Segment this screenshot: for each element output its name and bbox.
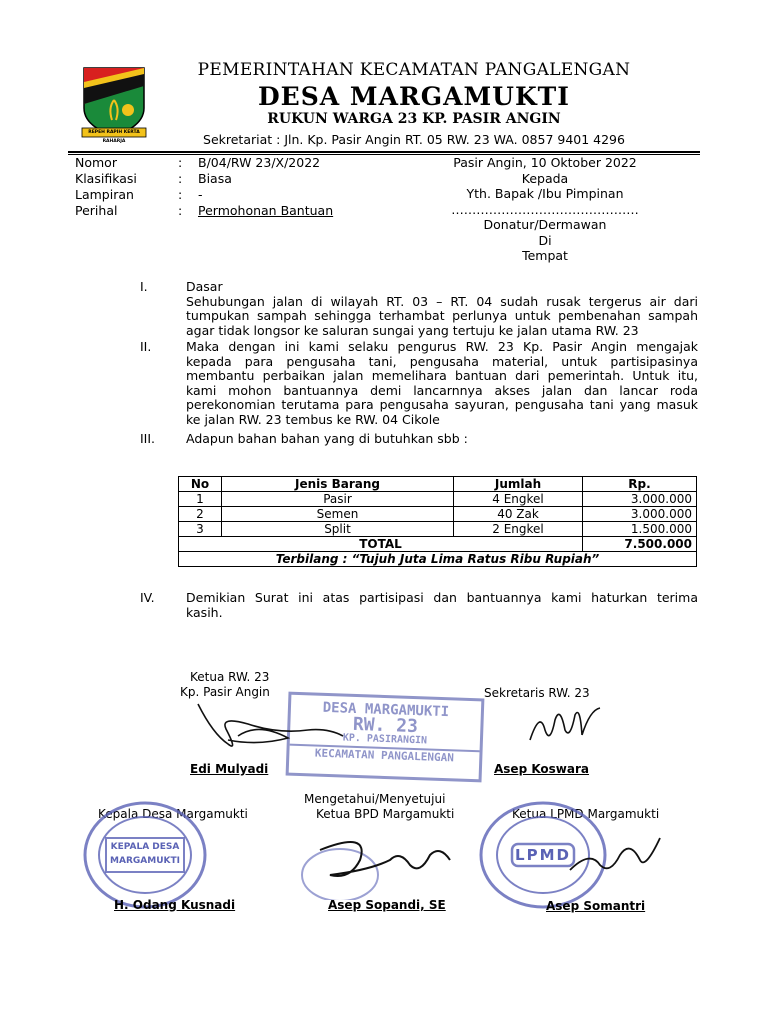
section-1-title: Dasar (186, 279, 223, 294)
section-1 (186, 280, 698, 338)
ketua-title-1: Ketua RW. 23 (190, 670, 270, 684)
nomor-label: Nomor (75, 155, 117, 170)
bpd-name: Asep Sopandi, SE (328, 898, 446, 912)
table-cell: 2 (179, 507, 222, 522)
ketua-signature (168, 694, 358, 766)
materials-table (178, 476, 697, 567)
table-header: No (179, 477, 222, 492)
kades-title: Kepala Desa Margamukti (98, 807, 248, 821)
table-terbilang-row (179, 552, 697, 567)
section-num-1: I. (140, 279, 148, 294)
table-row (179, 507, 697, 522)
section-2-line: kami mohon bantuannya demi lancarnnya akses jalan dan lancar roda (186, 382, 698, 398)
section-2-line: Maka dengan ini kami selaku pengurus RW. 23 Kp. Pasir Angin mengajak (186, 339, 698, 354)
table-cell: 3.000.000 (583, 492, 697, 507)
section-3-text: Adapun bahan bahan yang di butuhkan sbb : (186, 431, 468, 446)
sekretaris-title: Sekretaris RW. 23 (484, 686, 590, 700)
colon: : (178, 155, 183, 170)
terbilang: Terbilang : “Tujuh Juta Lima Ratus Ribu Rupiah” (179, 552, 697, 567)
lpmd-stamp-text: LPMD (515, 846, 571, 864)
header-village: DESA MARGAMUKTI (258, 82, 570, 111)
recipient-tempat: Tempat (522, 248, 568, 263)
bpd-title: Ketua BPD Margamukti (316, 807, 455, 821)
total-label: TOTAL (179, 537, 583, 552)
recipient-dots: ……………………………………… (451, 201, 639, 217)
rw-stamp-line: KECAMATAN PANGALENGAN (289, 744, 479, 766)
perihal-label: Perihal (75, 203, 118, 218)
table-cell: 1.500.000 (583, 522, 697, 537)
kades-name: H. Odang Kusnadi (114, 898, 236, 912)
rw-stamp-line: DESA MARGAMUKTI (322, 699, 450, 721)
section-4-line: kasih. (186, 604, 223, 620)
section-2-line: membantu perbaikan jalan memelihara bantuan dari pemerintah. Untuk itu, (186, 368, 698, 384)
lpmd-name: Asep Somantri (546, 899, 646, 913)
ketua-name: Edi Mulyadi (190, 762, 269, 776)
section-2 (186, 340, 698, 428)
colon: : (178, 171, 183, 186)
header-rw: RUKUN WARGA 23 KP. PASIR ANGIN (267, 111, 561, 127)
perihal-value: Permohonan Bantuan (198, 203, 334, 218)
table-header: Rp. (583, 477, 697, 492)
section-2-line: perekonomian terutama para pengusaha sayuran, pengusaha tani yang masuk (186, 397, 698, 413)
header-rule-thick (68, 151, 700, 153)
rw-stamp-line: RW. 23 (352, 713, 419, 738)
table-row (179, 522, 697, 537)
sekretaris-signature (520, 700, 610, 750)
table-cell: Split (222, 522, 454, 537)
section-num-2: II. (140, 339, 152, 354)
table-cell: 40 Zak (454, 507, 583, 522)
ketua-title-2: Kp. Pasir Angin (180, 685, 270, 699)
klasifikasi-label: Klasifikasi (75, 171, 137, 186)
lpmd-signature (560, 830, 670, 890)
table-cell: Semen (222, 507, 454, 522)
section-4-line: Demikian Surat ini atas partisipasi dan bantuannya kami haturkan terima (186, 590, 698, 605)
table-header: Jumlah (454, 477, 583, 492)
klasifikasi-value: Biasa (198, 171, 232, 186)
table-cell: 1 (179, 492, 222, 507)
bpd-signature (300, 820, 470, 900)
kades-stamp-text: KEPALA DESA MARGAMUKTI (110, 842, 180, 866)
section-4 (186, 591, 698, 620)
rw-stamp-line: KP. PASIRANGIN (342, 732, 428, 747)
section-2-line: ke jalan RW. 23 tembus ke RW. 04 Cikole (186, 411, 440, 427)
colon: : (178, 187, 183, 202)
lpmd-title: Ketua LPMD Margamukti (512, 807, 660, 821)
section-num-4: IV. (140, 590, 155, 605)
lampiran-value: - (198, 187, 203, 202)
section-num-3: III. (140, 431, 156, 446)
logo-ribbon-text: REPEH RAPIH KERTA RAHARJA (88, 130, 140, 144)
sekretaris-name: Asep Koswara (494, 762, 590, 776)
table-header-row (179, 477, 697, 492)
recipient-kepada: Kepada (521, 170, 569, 186)
recipient-yth: Yth. Bapak /Ibu Pimpinan (466, 186, 624, 201)
recipient-donatur: Donatur/Dermawan (483, 217, 607, 232)
section-1-line: Sehubungan jalan di wilayah RT. 03 – RT. 04 sudah rusak tergerus air dari (186, 293, 698, 309)
recipient-di: Di (538, 232, 552, 248)
nomor-value: B/04/RW 23/X/2022 (198, 155, 321, 170)
header-government: PEMERINTAHAN KECAMATAN PANGALENGAN (197, 60, 631, 80)
letter-meta (0, 155, 768, 219)
table-cell: 3 (179, 522, 222, 537)
table-cell: 2 Engkel (454, 522, 583, 537)
colon: : (178, 203, 183, 218)
table-total-row (179, 537, 697, 552)
table-row (179, 492, 697, 507)
recipient-block (440, 155, 650, 264)
section-2-line: kepada para pengusaha tani, pengusaha material, untuk partisipasinya (186, 353, 698, 369)
mengetahui-label: Mengetahui/Menyetujui (304, 792, 446, 806)
letter-date: Pasir Angin, 10 Oktober 2022 (453, 155, 637, 170)
kades-stamp (82, 800, 208, 910)
lampiran-label: Lampiran (75, 187, 134, 202)
section-1-line: agar tidak longsor ke saluran sungai yang tertuju ke jalan utama RW. 23 (186, 322, 639, 338)
total-value: 7.500.000 (583, 537, 697, 552)
table-cell: 3.000.000 (583, 507, 697, 522)
table-header: Jenis Barang (222, 477, 454, 492)
header-address: Sekretariat : Jln. Kp. Pasir Angin RT. 05 RW. 23 WA. 0857 9401 4296 (203, 132, 625, 147)
section-1-line: tumpukan sampah sehingga terhambat perlunya untuk pembenahan sampah (186, 308, 698, 324)
table-cell: Pasir (222, 492, 454, 507)
table-cell: 4 Engkel (454, 492, 583, 507)
